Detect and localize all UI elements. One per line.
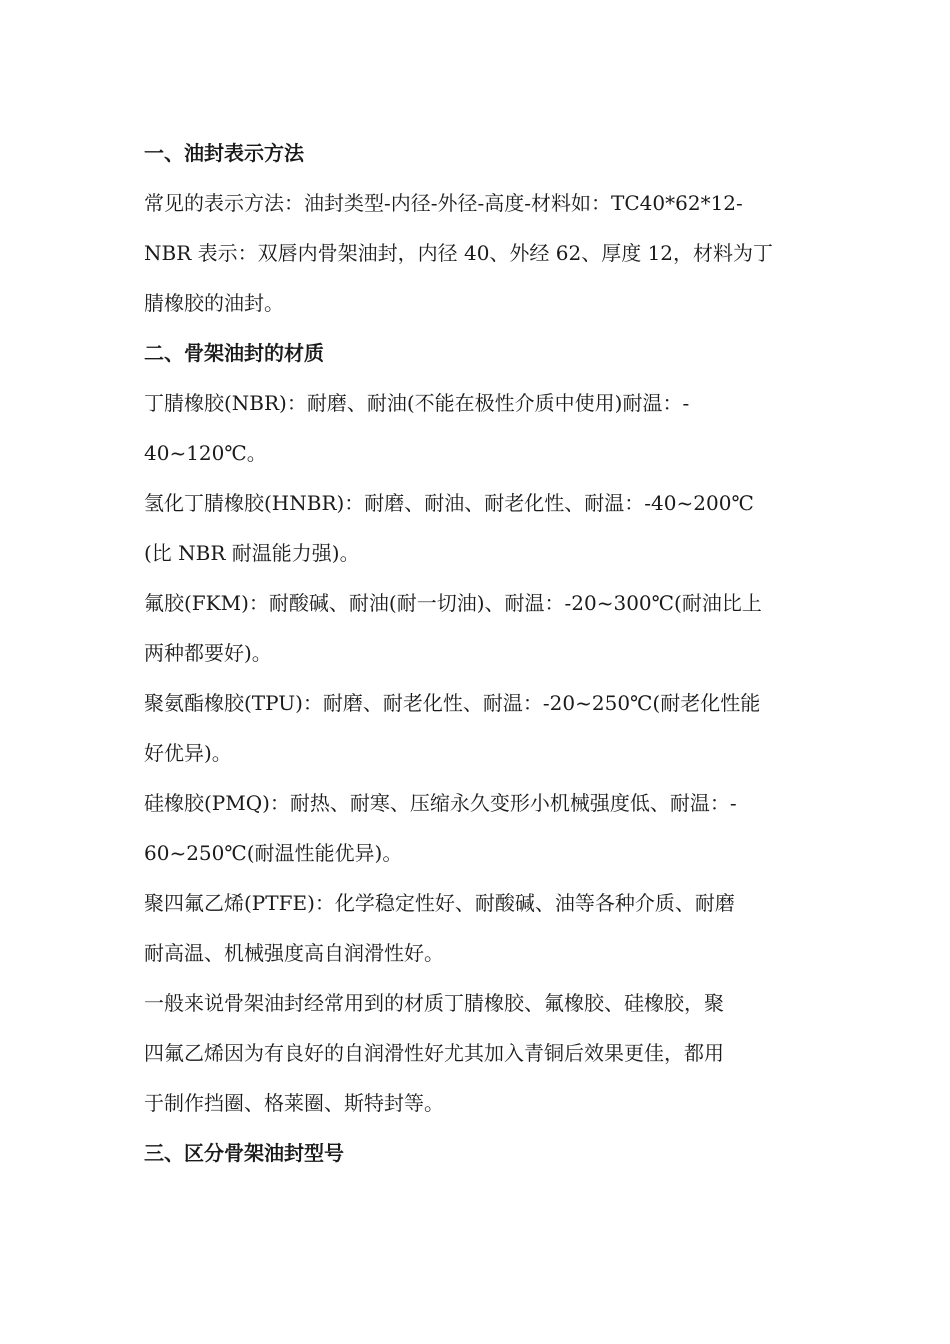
text-line: 聚氨酯橡胶(TPU)：耐磨、耐老化性、耐温：-20~250℃(耐老化性能 (144, 691, 761, 715)
paragraph-material-hnbr (144, 478, 810, 578)
text-line: NBR 表示：双唇内骨架油封，内径 40、外经 62、厚度 12，材料为丁 (144, 241, 774, 265)
paragraph-material-pmq (144, 778, 810, 878)
paragraph-notation-description (144, 178, 810, 328)
text-line: 硅橡胶(PMQ)：耐热、耐寒、压缩永久变形小机械强度低、耐温：- (144, 791, 737, 815)
text-line: 40~120℃。 (144, 441, 267, 465)
text-line: 60~250℃(耐温性能优异)。 (144, 841, 403, 865)
paragraph-material-ptfe (144, 878, 810, 978)
paragraph-material-tpu (144, 678, 810, 778)
text-line: 于制作挡圈、格莱圈、斯特封等。 (144, 1091, 444, 1115)
paragraph-material-nbr (144, 378, 810, 478)
text-line: 氢化丁腈橡胶(HNBR)：耐磨、耐油、耐老化性、耐温：-40~200℃ (144, 491, 754, 515)
text-line: 好优异)。 (144, 741, 232, 765)
text-line: 四氟乙烯因为有良好的自润滑性好尤其加入青铜后效果更佳，都用 (144, 1041, 724, 1065)
text-line: 两种都要好)。 (144, 641, 272, 665)
text-line: 常见的表示方法：油封类型-内径-外径-高度-材料如：TC40*62*12- (144, 191, 743, 215)
document-body (144, 128, 810, 1178)
text-line: 聚四氟乙烯(PTFE)：化学稳定性好、耐酸碱、油等各种介质、耐磨 (144, 891, 735, 915)
text-line: (比 NBR 耐温能力强)。 (144, 541, 360, 565)
section-heading-oil-seal-notation: 一、油封表示方法 (144, 141, 304, 165)
paragraph-material-fkm (144, 578, 810, 678)
text-line: 腈橡胶的油封。 (144, 291, 284, 315)
section-heading-seal-materials: 二、骨架油封的材质 (144, 341, 324, 365)
section-heading-distinguish-models: 三、区分骨架油封型号 (144, 1141, 344, 1165)
text-line: 氟胶(FKM)：耐酸碱、耐油(耐一切油)、耐温：-20~300℃(耐油比上 (144, 591, 762, 615)
text-line: 耐高温、机械强度高自润滑性好。 (144, 941, 444, 965)
text-line: 丁腈橡胶(NBR)：耐磨、耐油(不能在极性介质中使用)耐温：- (144, 391, 690, 415)
paragraph-materials-summary (144, 978, 810, 1128)
text-line: 一般来说骨架油封经常用到的材质丁腈橡胶、氟橡胶、硅橡胶，聚 (144, 991, 724, 1015)
